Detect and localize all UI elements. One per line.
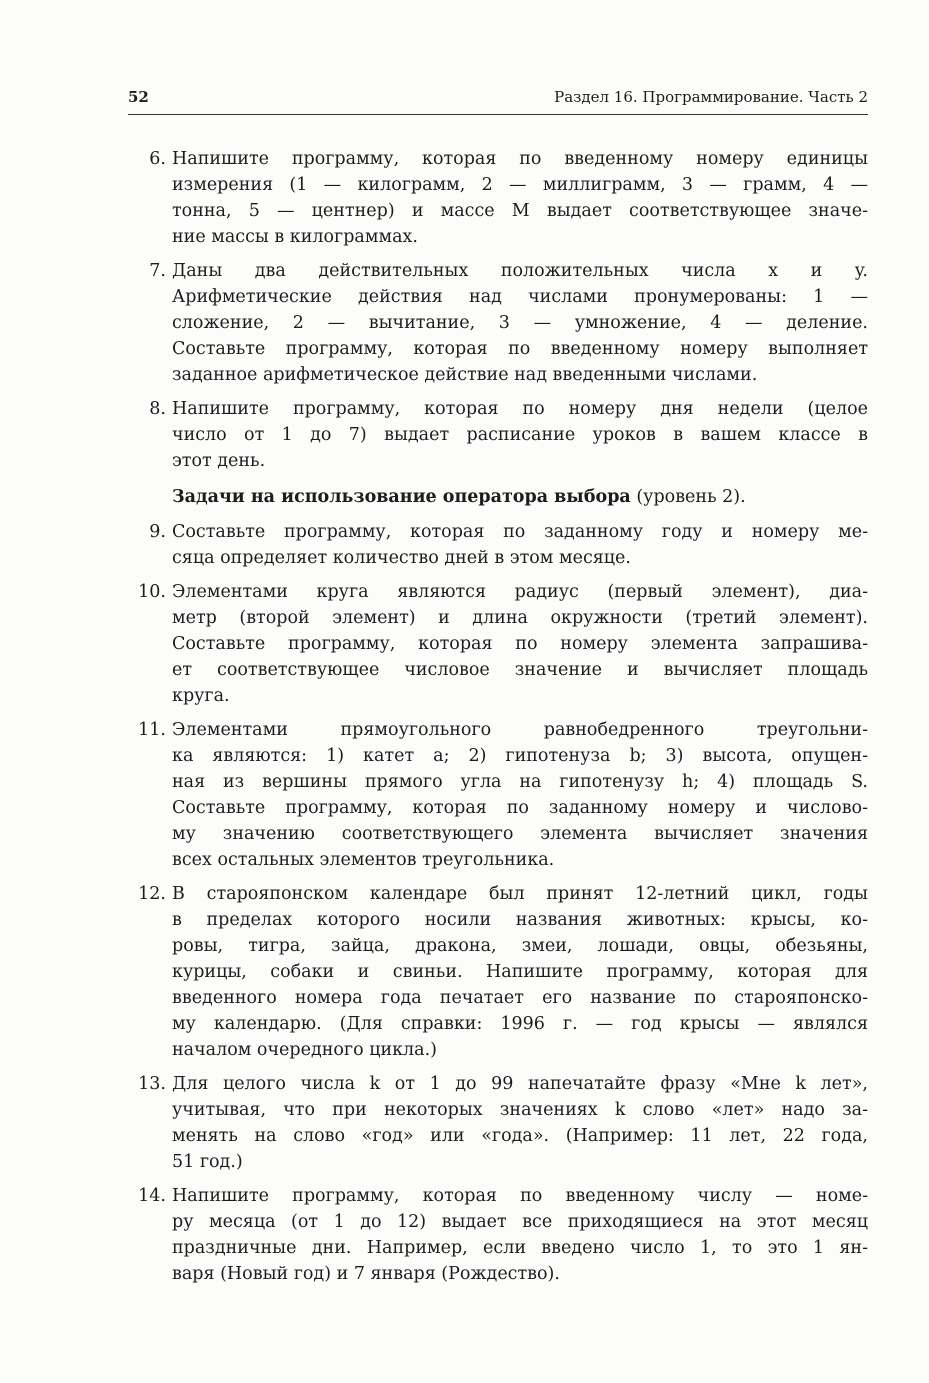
- exercise-text-line: курицы, собаки и свиньи. Напишите программу, которая для: [172, 962, 868, 982]
- exercise-number: 10.: [138, 582, 166, 602]
- exercise-text-line: число от 1 до 7) выдает расписание уроков в вашем классе в: [172, 425, 868, 445]
- exercise-item: [128, 579, 868, 709]
- exercise-text-line: в пределах которого носили названия животных: крысы, ко-: [172, 910, 868, 930]
- exercise-text-line: му значению соответствующего элемента вычисляет значения: [172, 824, 868, 844]
- page-content: [128, 146, 868, 1295]
- exercise-text-line: менять на слово «год» или «года». (Например: 11 лет, 22 года,: [172, 1126, 868, 1146]
- exercise-text-line: варя (Новый год) и 7 января (Рождество).: [172, 1264, 560, 1284]
- exercise-number: 14.: [138, 1186, 166, 1206]
- exercise-text-line: всех остальных элементов треугольника.: [172, 850, 555, 870]
- exercise-number: 13.: [138, 1074, 166, 1094]
- exercise-text-line: Напишите программу, которая по введенному числу — номе-: [172, 1186, 868, 1206]
- exercise-text-line: Для целого числа k от 1 до 99 напечатайте фразу «Мне k лет»,: [172, 1074, 868, 1094]
- exercise-text-line: круга.: [172, 686, 230, 706]
- exercise-text-line: ная из вершины прямого угла на гипотенузу h; 4) площадь S.: [172, 772, 868, 792]
- section-heading: [128, 484, 868, 510]
- exercise-item: [128, 717, 868, 873]
- exercise-item: [128, 519, 868, 571]
- exercise-number: 11.: [138, 720, 166, 740]
- exercise-item: [128, 1183, 868, 1287]
- exercise-text-line: Составьте программу, которая по номеру элемента запрашива-: [172, 634, 868, 654]
- running-title: Раздел 16. Программирование. Часть 2: [554, 88, 868, 106]
- exercise-text-line: началом очередного цикла.): [172, 1040, 437, 1060]
- exercise-text-line: тонна, 5 — центнер) и массе M выдает соответствующее значе-: [172, 201, 868, 221]
- exercise-text-line: праздничные дни. Например, если введено число 1, то это 1 ян-: [172, 1238, 868, 1258]
- exercise-number: 6.: [149, 149, 166, 169]
- exercise-text-line: введенного номера года печатает его название по старояпонско-: [172, 988, 868, 1008]
- exercise-text-line: Составьте программу, которая по заданному номеру и числово-: [172, 798, 868, 818]
- exercise-text-line: Элементами прямоугольного равнобедренного треугольни-: [172, 720, 868, 740]
- exercise-text-line: ет соответствующее числовое значение и вычисляет площадь: [172, 660, 868, 680]
- exercise-item: [128, 1071, 868, 1175]
- exercise-number: 8.: [149, 399, 166, 419]
- page-number: 52: [128, 88, 149, 106]
- page-header: [128, 86, 868, 115]
- section-heading-bold: Задачи на использование оператора выбора: [172, 487, 631, 507]
- exercise-text-line: этот день.: [172, 451, 266, 471]
- exercise-text-line: Даны два действительных положительных числа x и y.: [172, 261, 868, 281]
- exercise-text-line: ру месяца (от 1 до 12) выдает все приходящиеся на этот месяц: [172, 1212, 868, 1232]
- exercise-text-line: 51 год.): [172, 1152, 243, 1172]
- exercise-text-line: Напишите программу, которая по номеру дня недели (целое: [172, 399, 868, 419]
- exercise-text-line: Арифметические действия над числами пронумерованы: 1 —: [172, 287, 868, 307]
- section-heading-level: (уровень 2).: [630, 487, 746, 507]
- exercise-text-line: Составьте программу, которая по введенному номеру выполняет: [172, 339, 868, 359]
- exercise-text-line: сложение, 2 — вычитание, 3 — умножение, 4 — деление.: [172, 313, 868, 333]
- exercise-text-line: Составьте программу, которая по заданному году и номеру ме-: [172, 522, 868, 542]
- exercise-item: [128, 258, 868, 388]
- exercise-number: 9.: [149, 522, 166, 542]
- exercise-text-line: заданное арифметическое действие над введенными числами.: [172, 365, 758, 385]
- exercise-text-line: учитывая, что при некоторых значениях k слово «лет» надо за-: [172, 1100, 868, 1120]
- exercise-number: 12.: [138, 884, 166, 904]
- exercise-text-line: Элементами круга являются радиус (первый элемент), диа-: [172, 582, 868, 602]
- exercise-text-line: измерения (1 — килограмм, 2 — миллиграмм, 3 — грамм, 4 —: [172, 175, 868, 195]
- exercise-text-line: Напишите программу, которая по введенному номеру единицы: [172, 149, 868, 169]
- exercise-item: [128, 881, 868, 1063]
- exercise-text-line: му календарю. (Для справки: 1996 г. — год крысы — являлся: [172, 1014, 868, 1034]
- exercise-text-line: В старояпонском календаре был принят 12-летний цикл, годы: [172, 884, 868, 904]
- exercise-text-line: сяца определяет количество дней в этом месяце.: [172, 548, 631, 568]
- exercise-text-line: ние массы в килограммах.: [172, 227, 418, 247]
- exercise-text-line: метр (второй элемент) и длина окружности (третий элемент).: [172, 608, 868, 628]
- exercise-text-line: ка являются: 1) катет a; 2) гипотенуза b; 3) высота, опущен-: [172, 746, 868, 766]
- exercise-text-line: ровы, тигра, зайца, дракона, змеи, лошади, овцы, обезьяны,: [172, 936, 868, 956]
- exercise-number: 7.: [149, 261, 166, 281]
- exercise-item: [128, 146, 868, 250]
- exercise-item: [128, 396, 868, 474]
